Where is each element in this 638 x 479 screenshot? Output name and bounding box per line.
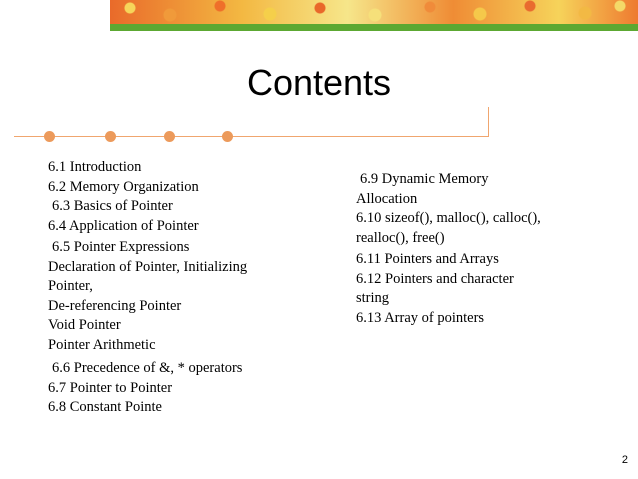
list-item: 6.9 Dynamic Memory xyxy=(360,171,489,187)
list-item: Void Pointer xyxy=(48,317,121,333)
bullet-dot-3 xyxy=(164,131,175,142)
divider-end xyxy=(488,107,489,137)
list-item: 6.1 Introduction xyxy=(48,159,142,175)
list-item: 6.8 Constant Pointe xyxy=(48,399,162,415)
title-divider xyxy=(14,136,488,137)
list-item: 6.7 Pointer to Pointer xyxy=(48,379,173,396)
page-number: 2 xyxy=(621,454,628,466)
list-item: Pointer, xyxy=(48,278,93,294)
list-item: Pointer Arithmetic xyxy=(48,336,156,353)
list-item: 6.13 Array of pointers xyxy=(356,309,485,326)
list-item: 6.5 Pointer Expressions xyxy=(52,239,190,255)
list-item: 6.11 Pointers and Arrays xyxy=(356,251,499,267)
banner-stripe xyxy=(110,24,638,31)
list-item: 6.4 Application of Pointer xyxy=(48,217,199,234)
list-item: 6.12 Pointers and character xyxy=(356,270,514,287)
bullet-dot-1 xyxy=(44,131,55,142)
list-item: De-referencing Pointer xyxy=(48,297,182,314)
contents-right-column xyxy=(356,170,541,328)
list-item: string xyxy=(356,290,390,306)
contents-left-column xyxy=(48,158,247,418)
list-item: Allocation xyxy=(356,190,418,207)
slide-title: Contents xyxy=(246,62,392,103)
list-item: realloc(), free() xyxy=(356,229,445,246)
decorative-banner xyxy=(110,0,638,24)
bullet-dot-4 xyxy=(222,131,233,142)
bullet-dot-2 xyxy=(105,131,116,142)
list-item: 6.2 Memory Organization xyxy=(48,178,199,195)
list-item: 6.3 Basics of Pointer xyxy=(52,198,173,214)
list-item: 6.10 sizeof(), malloc(), calloc(), xyxy=(356,210,541,226)
list-item: Declaration of Pointer, Initializing xyxy=(48,258,248,275)
list-item: 6.6 Precedence of &, * operators xyxy=(52,360,243,376)
